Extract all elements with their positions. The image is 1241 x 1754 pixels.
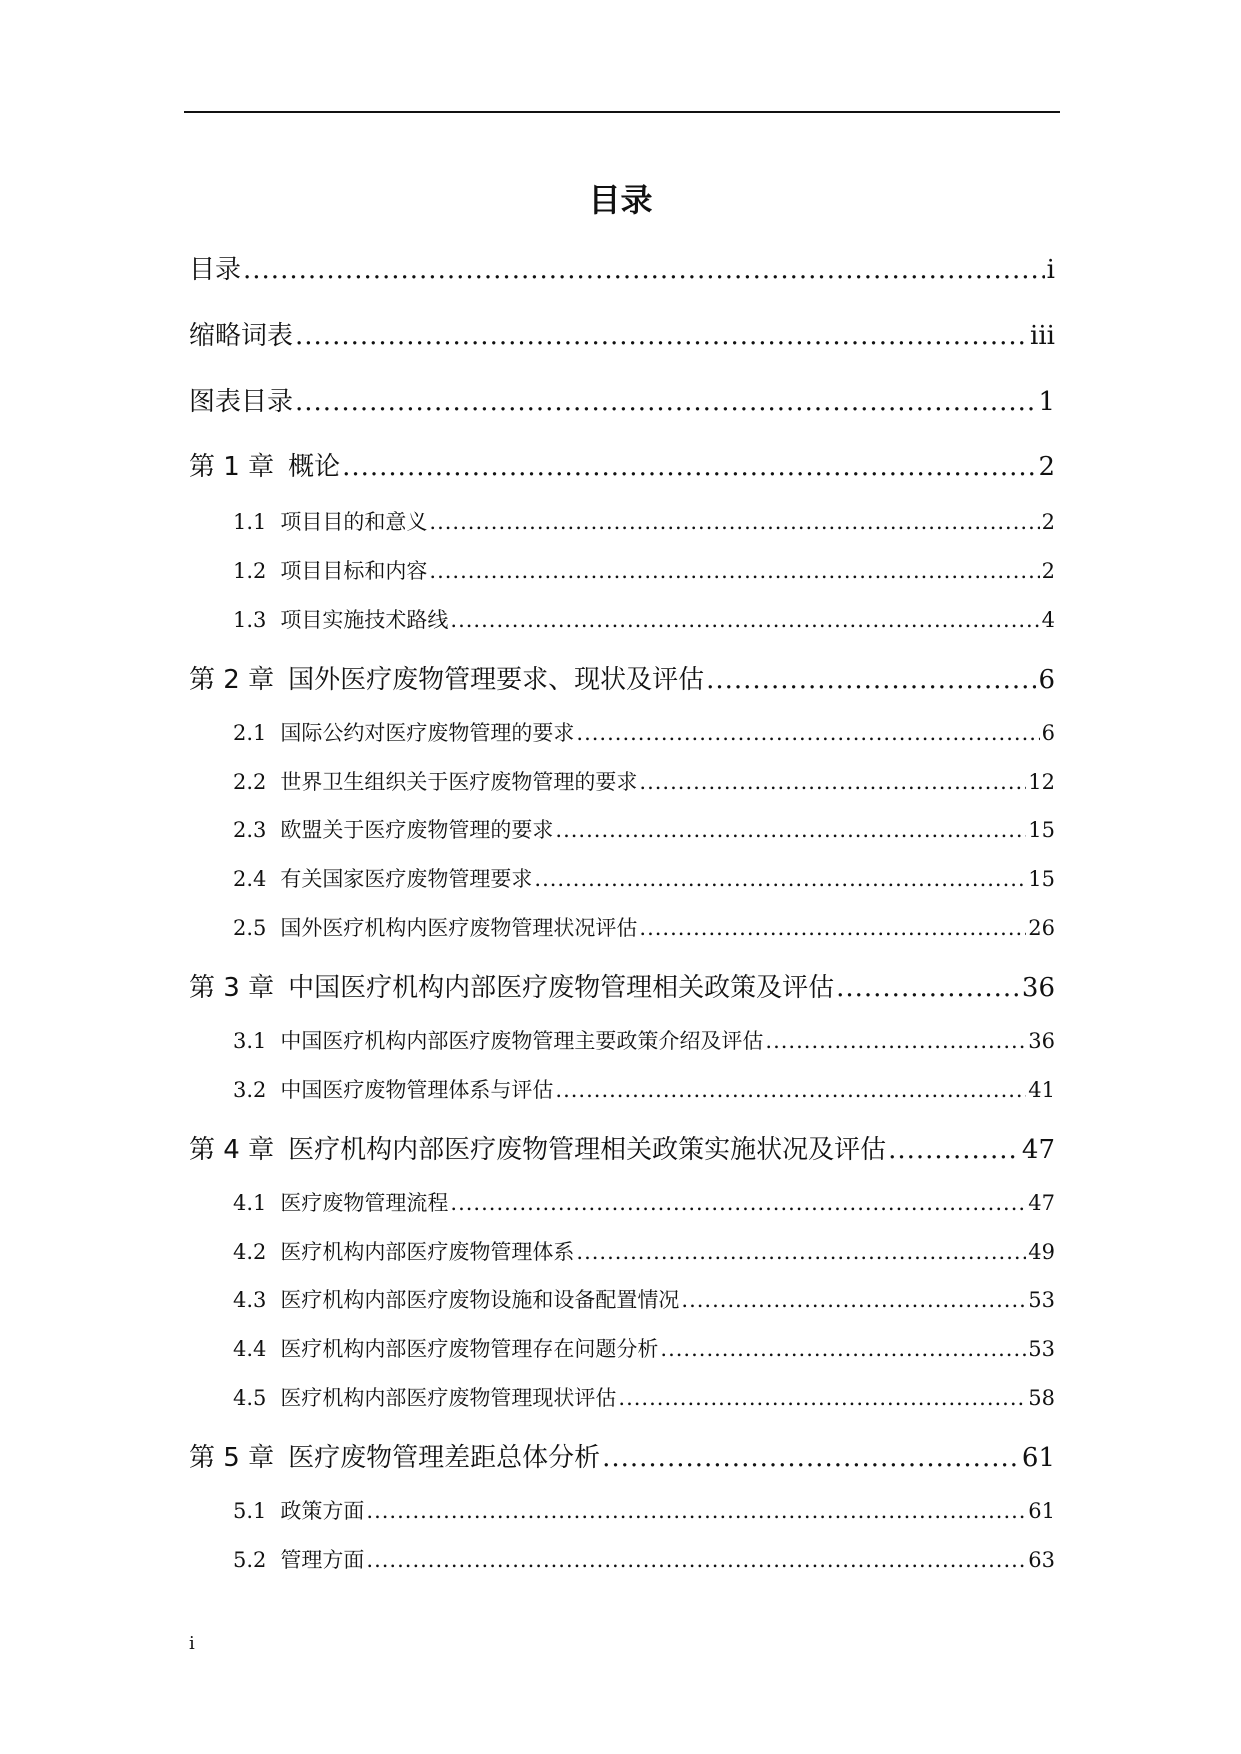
toc-entry-title: 世界卫生组织关于医疗废物管理的要求 (280, 770, 638, 794)
toc-entry-number: 第 5 章 (189, 1443, 275, 1473)
toc-entry-number: 2.4 (233, 867, 267, 891)
toc-entry-label (189, 382, 293, 422)
toc-dot-leader (576, 717, 1039, 749)
toc-section-entry[interactable] (233, 814, 1055, 846)
toc-entry-number: 2.3 (233, 818, 267, 842)
toc-dot-leader (295, 382, 1036, 422)
toc-entry-number: 4.2 (233, 1240, 267, 1264)
toc-entry-number: 1.3 (233, 608, 267, 632)
toc-page-number: 61 (1028, 1499, 1055, 1523)
toc-section-entry[interactable] (233, 1284, 1055, 1316)
toc-chapter-entry[interactable] (189, 1438, 1055, 1478)
toc-entry-label (233, 1025, 763, 1057)
toc-entry-title: 缩略词表 (189, 321, 294, 351)
toc-section-entry[interactable] (233, 1074, 1055, 1106)
toc-entry-label (233, 506, 427, 538)
toc-entry-label (233, 1495, 364, 1527)
toc-entry-label (233, 1284, 679, 1316)
toc-entry-label (189, 447, 340, 487)
toc-entry-title: 国外医疗机构内医疗废物管理状况评估 (280, 916, 638, 940)
toc-entry-label (233, 1187, 448, 1219)
toc-dot-leader (639, 766, 1026, 798)
toc-dot-leader (555, 1074, 1026, 1106)
toc-section-entry[interactable] (233, 555, 1055, 587)
toc-entry-label (233, 912, 637, 944)
toc-entry-label (233, 1236, 574, 1268)
toc-page-number: 36 (1028, 1029, 1055, 1053)
toc-entry-title: 项目目的和意义 (280, 510, 428, 534)
toc-entry-number: 5.2 (233, 1548, 267, 1572)
toc-entry-label (233, 555, 427, 587)
toc-chapter-entry[interactable] (189, 1130, 1055, 1170)
toc-entry-title: 目录 (189, 255, 242, 285)
toc-dot-leader (429, 506, 1039, 538)
footer-page-number: i (189, 1633, 195, 1654)
toc-entry-number: 4.4 (233, 1337, 267, 1361)
toc-section-entry[interactable] (233, 1025, 1055, 1057)
toc-entry-number: 4.1 (233, 1191, 267, 1215)
toc-entry-title: 欧盟关于医疗废物管理的要求 (280, 818, 554, 842)
toc-entry-label (233, 766, 637, 798)
toc-entry-title: 国外医疗废物管理要求、现状及评估 (288, 665, 705, 695)
toc-entry-title: 医疗废物管理差距总体分析 (288, 1443, 601, 1473)
toc-entry-title: 医疗机构内部医疗废物设施和设备配置情况 (280, 1288, 680, 1312)
toc-dot-leader (576, 1236, 1026, 1268)
toc-page-number: 15 (1028, 867, 1055, 891)
toc-entry-label (233, 1544, 364, 1576)
toc-entry-number: 第 2 章 (189, 665, 275, 695)
toc-section-entry[interactable] (233, 1187, 1055, 1219)
toc-entry-number: 4.3 (233, 1288, 267, 1312)
toc-chapter-entry[interactable] (189, 660, 1055, 700)
toc-entry-label (233, 1382, 616, 1414)
toc-entry-number: 第 4 章 (189, 1135, 275, 1165)
toc-dot-leader (295, 316, 1028, 356)
toc-entry-label (233, 1333, 658, 1365)
toc-entry-number: 1.2 (233, 559, 267, 583)
toc-entry-title: 中国医疗废物管理体系与评估 (280, 1078, 554, 1102)
toc-entry-title: 概论 (288, 452, 341, 482)
toc-dot-leader (366, 1544, 1026, 1576)
toc-entry-number: 第 3 章 (189, 973, 275, 1003)
toc-entry-title: 项目目标和内容 (280, 559, 428, 583)
toc-entry-label (189, 968, 834, 1008)
toc-dot-leader (243, 250, 1045, 290)
toc-dot-leader (450, 1187, 1026, 1219)
toc-section-entry[interactable] (233, 1236, 1055, 1268)
toc-section-entry[interactable] (233, 1333, 1055, 1365)
toc-chapter-entry[interactable] (189, 382, 1055, 422)
page-title: 目录 (588, 181, 653, 219)
toc-dot-leader (639, 912, 1026, 944)
toc-entry-number: 1.1 (233, 510, 267, 534)
toc-page-number: 61 (1021, 1443, 1055, 1473)
toc-page-number: 63 (1028, 1548, 1055, 1572)
toc-chapter-entry[interactable] (189, 968, 1055, 1008)
toc-entry-title: 项目实施技术路线 (280, 608, 449, 632)
toc-page-number: 47 (1021, 1135, 1055, 1165)
toc-page-number: 4 (1041, 608, 1055, 632)
toc-entry-title: 医疗机构内部医疗废物管理现状评估 (280, 1386, 617, 1410)
toc-entry-title: 图表目录 (189, 387, 294, 417)
toc-entry-label (189, 316, 293, 356)
toc-chapter-entry[interactable] (189, 250, 1055, 290)
toc-dot-leader (836, 968, 1020, 1008)
toc-page-number: 53 (1028, 1288, 1055, 1312)
toc-entry-number: 第 1 章 (189, 452, 275, 482)
toc-section-entry[interactable] (233, 604, 1055, 636)
toc-entry-label (233, 717, 574, 749)
toc-entry-title: 政策方面 (280, 1499, 365, 1523)
toc-page-number: 36 (1021, 973, 1055, 1003)
toc-dot-leader (765, 1025, 1026, 1057)
toc-dot-leader (342, 447, 1036, 487)
toc-page-number: 12 (1028, 770, 1055, 794)
toc-entry-number: 2.5 (233, 916, 267, 940)
toc-page-number: 41 (1028, 1078, 1055, 1102)
toc-entry-title: 有关国家医疗废物管理要求 (280, 867, 533, 891)
toc-entry-label (233, 1074, 553, 1106)
toc-page-number: 6 (1038, 665, 1055, 695)
toc-page-number: 1 (1038, 387, 1055, 417)
toc-entry-title: 医疗机构内部医疗废物管理体系 (280, 1240, 575, 1264)
toc-page-number: 6 (1041, 721, 1055, 745)
toc-chapter-entry[interactable] (189, 447, 1055, 487)
toc-entry-title: 医疗机构内部医疗废物管理存在问题分析 (280, 1337, 659, 1361)
toc-entry-label (189, 1130, 886, 1170)
toc-dot-leader (618, 1382, 1026, 1414)
toc-entry-number: 2.2 (233, 770, 267, 794)
toc-entry-label (233, 604, 448, 636)
toc-entry-number: 4.5 (233, 1386, 267, 1410)
toc-page-number: iii (1030, 321, 1055, 351)
toc-dot-leader (888, 1130, 1020, 1170)
toc-entry-number: 2.1 (233, 721, 267, 745)
toc-page-number: 2 (1041, 510, 1055, 534)
toc-section-entry[interactable] (233, 506, 1055, 538)
toc-dot-leader (366, 1495, 1026, 1527)
toc-entry-label (233, 814, 553, 846)
toc-section-entry[interactable] (233, 717, 1055, 749)
toc-entry-title: 管理方面 (280, 1548, 365, 1572)
toc-dot-leader (681, 1284, 1026, 1316)
toc-section-entry[interactable] (233, 766, 1055, 798)
toc-page-number: 26 (1028, 916, 1055, 940)
toc-section-entry[interactable] (233, 1382, 1055, 1414)
toc-section-entry[interactable] (233, 912, 1055, 944)
toc-dot-leader (555, 814, 1026, 846)
toc-dot-leader (706, 660, 1036, 700)
toc-page-number: 53 (1028, 1337, 1055, 1361)
toc-dot-leader (602, 1438, 1020, 1478)
toc-page-number: i (1046, 255, 1055, 285)
toc-entry-title: 医疗废物管理流程 (280, 1191, 449, 1215)
toc-entry-title: 国际公约对医疗废物管理的要求 (280, 721, 575, 745)
toc-section-entry[interactable] (233, 863, 1055, 895)
toc-page-number: 58 (1028, 1386, 1055, 1410)
toc-dot-leader (429, 555, 1039, 587)
toc-chapter-entry[interactable] (189, 316, 1055, 356)
toc-dot-leader (534, 863, 1026, 895)
toc-entry-title: 中国医疗机构内部医疗废物管理主要政策介绍及评估 (280, 1029, 764, 1053)
toc-page-number: 2 (1038, 452, 1055, 482)
toc-entry-label (189, 250, 241, 290)
toc-entry-number: 3.1 (233, 1029, 267, 1053)
toc-page-number: 15 (1028, 818, 1055, 842)
toc-entry-title: 中国医疗机构内部医疗废物管理相关政策及评估 (288, 973, 835, 1003)
toc-dot-leader (450, 604, 1039, 636)
toc-entry-label (233, 863, 532, 895)
toc-page-number: 49 (1028, 1240, 1055, 1264)
toc-entry-title: 医疗机构内部医疗废物管理相关政策实施状况及评估 (288, 1135, 887, 1165)
toc-page-number: 2 (1041, 559, 1055, 583)
toc-entry-label (189, 660, 704, 700)
toc-entry-label (189, 1438, 600, 1478)
toc-entry-number: 5.1 (233, 1499, 267, 1523)
toc-page-number: 47 (1028, 1191, 1055, 1215)
toc-entry-number: 3.2 (233, 1078, 267, 1102)
toc-section-entry[interactable] (233, 1495, 1055, 1527)
toc-dot-leader (660, 1333, 1026, 1365)
toc-section-entry[interactable] (233, 1544, 1055, 1576)
